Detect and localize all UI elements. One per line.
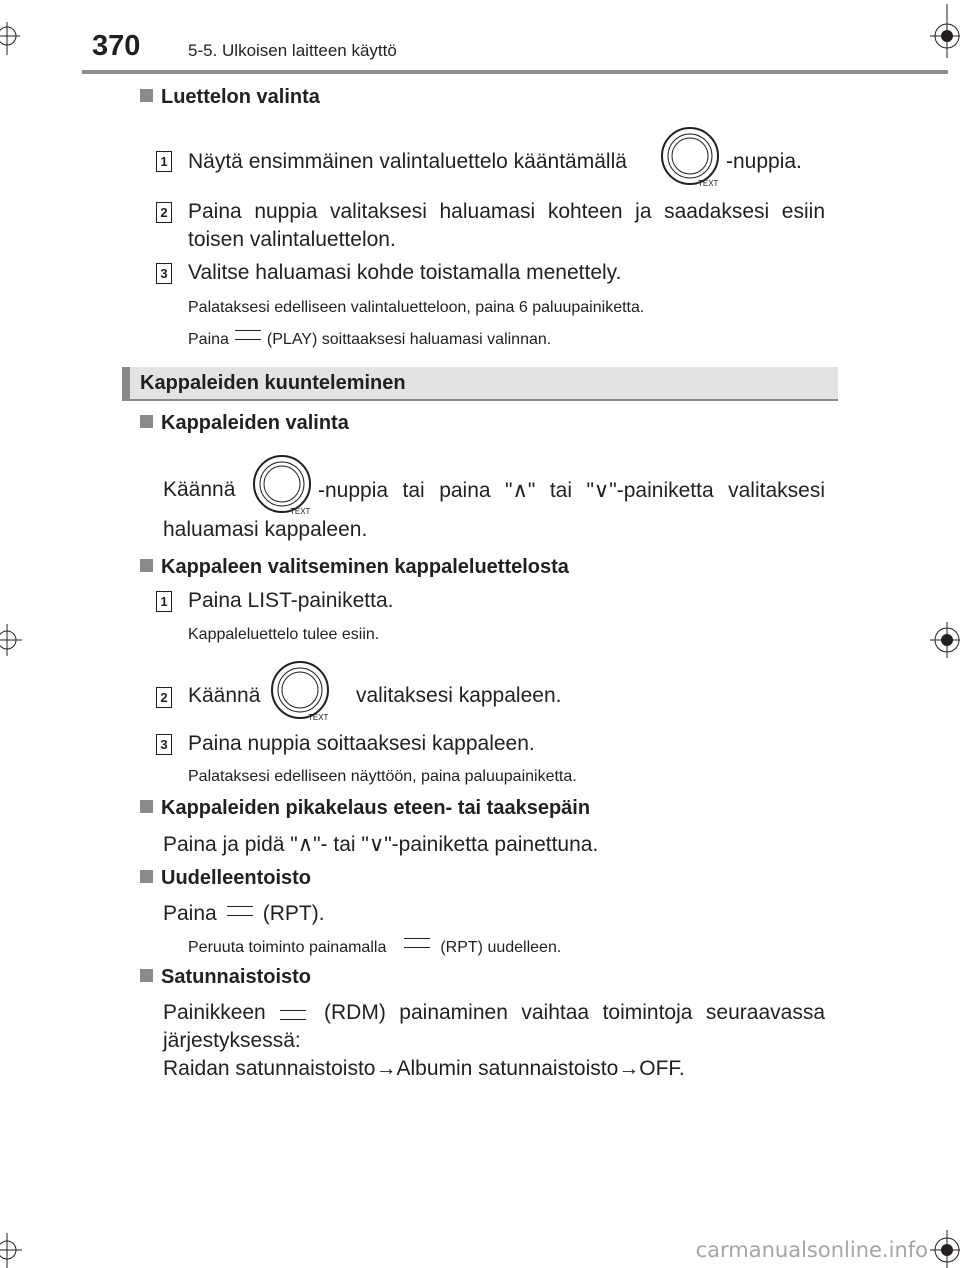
heading-from-list: Kappaleen valitseminen kappaleluettelosta [140, 556, 569, 579]
body-text: -nuppia tai paina "∧" tai "∨"-painiketta valitaksesi [318, 479, 825, 502]
page-number: 370 [92, 30, 141, 62]
note-text: Kappaleluettelo tulee esiin. [188, 626, 380, 643]
step-number: 3 [156, 263, 172, 284]
step-text: Paina LIST-painiketta. [188, 589, 394, 612]
bullet-square-icon [140, 89, 153, 102]
section-header: Kappaleiden kuunteleminen [122, 367, 838, 401]
crop-mark-mid-left [0, 620, 30, 660]
crop-mark-mid-right [920, 620, 960, 660]
step-text: -nuppia. [726, 150, 802, 173]
step-number: 3 [156, 734, 172, 755]
header-rule [82, 70, 948, 74]
heading-fast-forward: Kappaleiden pikakelaus eteen- tai taaksepäin [140, 797, 590, 820]
bullet-square-icon [140, 559, 153, 572]
step-number: 1 [156, 151, 172, 172]
heading-repeat: Uudelleentoisto [140, 867, 311, 890]
crop-mark-top-left [0, 0, 30, 60]
step-text: Näytä ensimmäinen valintaluettelo kääntämällä [188, 150, 627, 173]
body-text: haluamasi kappaleen. [163, 518, 368, 541]
heading-list-select: Luettelon valinta [140, 86, 320, 109]
crop-mark-top-right [920, 0, 960, 60]
note-line: Peruuta toiminto painamalla (RPT) uudelleen. [188, 939, 562, 956]
step-text: Käännä [188, 684, 261, 707]
knob-label: TEXT [698, 179, 719, 188]
body-text: Paina ja pidä "∧"- tai "∨"-painiketta painettuna. [163, 833, 599, 856]
bullet-square-icon [140, 800, 153, 813]
rpt-button-icon [227, 906, 253, 916]
step-text: Paina nuppia soittaaksesi kappaleen. [188, 732, 535, 755]
knob-label: TEXT [290, 507, 311, 516]
chapter-title: 5-5. Ulkoisen laitteen käyttö [188, 41, 397, 60]
step-number: 2 [156, 687, 172, 708]
note-text: Palataksesi edelliseen valintaluetteloon, paina 6 paluupainiketta. [188, 299, 645, 316]
step-text: valitaksesi kappaleen. [356, 684, 562, 707]
knob-label: TEXT [308, 713, 329, 722]
body-text: järjestyksessä: [163, 1029, 301, 1052]
crop-mark-bottom-left [0, 1225, 30, 1268]
body-line: Paina (RPT). [163, 902, 325, 925]
body-text: Painikkeen [163, 1001, 266, 1024]
heading-random: Satunnaistoisto [140, 966, 311, 989]
heading-track-select: Kappaleiden valinta [140, 412, 349, 435]
tune-knob-icon [270, 660, 334, 722]
bullet-square-icon [140, 415, 153, 428]
note-text: Palataksesi edelliseen näyttöön, paina paluupainiketta. [188, 768, 577, 785]
step-text: Paina nuppia valitaksesi haluamasi kohteen ja saadaksesi esiin [188, 200, 825, 223]
tune-knob-icon [660, 126, 724, 188]
step-text: toisen valintaluettelon. [188, 228, 396, 251]
bullet-square-icon [140, 870, 153, 883]
step-number: 1 [156, 591, 172, 612]
watermark: carmanualsonline.info [695, 1238, 928, 1262]
rpt-button-icon [404, 938, 430, 948]
step-text: Valitse haluamasi kohde toistamalla menettely. [188, 261, 622, 284]
note-line: Paina (PLAY) soittaaksesi haluamasi valinnan. [188, 331, 552, 348]
step-number: 2 [156, 202, 172, 223]
body-text: (RDM) painaminen vaihtaa toimintoja seuraavassa [324, 1001, 825, 1024]
bullet-square-icon [140, 969, 153, 982]
rdm-button-icon [280, 1010, 306, 1020]
play-button-icon [235, 330, 261, 340]
tune-knob-icon [252, 454, 316, 516]
body-text: Käännä [163, 478, 236, 501]
body-text: Raidan satunnaistoisto→Albumin satunnaistoisto→OFF. [163, 1057, 685, 1080]
